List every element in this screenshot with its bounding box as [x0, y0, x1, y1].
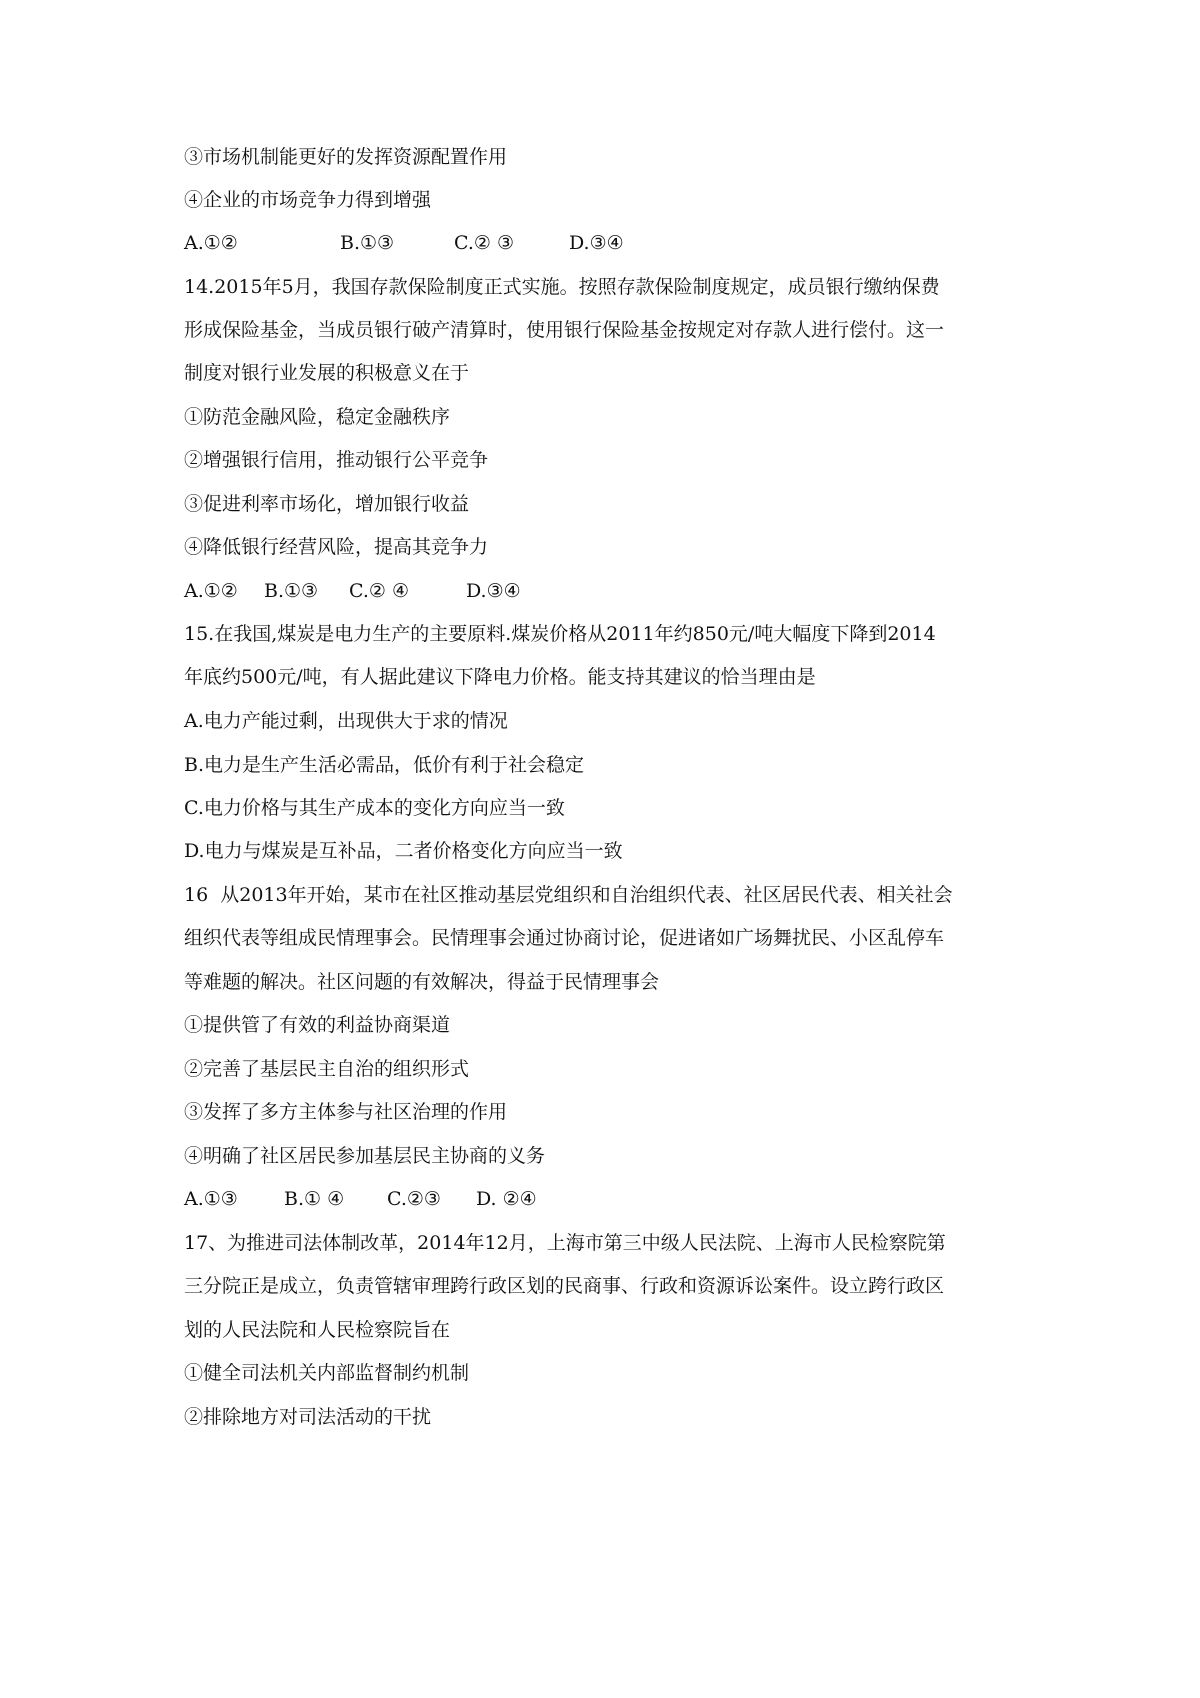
- q14-stem-line-2: 形成保险基金，当成员银行破产清算时，使用银行保险基金按规定对存款人进行偿付。这一: [184, 319, 945, 341]
- q16-item-2: ②完善了基层民主自治的组织形式: [184, 1058, 470, 1080]
- q14-option-a[interactable]: A.①②: [184, 580, 238, 602]
- q17-stem-line-3: 划的人民法院和人民检察院旨在: [184, 1319, 451, 1341]
- q15-choice-c[interactable]: C.电力价格与其生产成本的变化方向应当一致: [184, 797, 565, 819]
- q14-stem-line-3: 制度对银行业发展的积极意义在于: [184, 362, 470, 384]
- q13-option-b[interactable]: B.①③: [340, 232, 395, 254]
- q14-item-4: ④降低银行经营风险，提高其竞争力: [184, 536, 489, 558]
- q14-item-2: ②增强银行信用，推动银行公平竞争: [184, 449, 489, 471]
- q13-item-3: ③市场机制能更好的发挥资源配置作用: [184, 146, 508, 168]
- q14-options: [184, 576, 1044, 606]
- q15-stem-line-1: 15.在我国,煤炭是电力生产的主要原料.煤炭价格从2011年约850元/吨大幅度下降到2014: [184, 623, 936, 645]
- q14-stem-line-1: 14.2015年5月，我国存款保险制度正式实施。按照存款保险制度规定，成员银行缴纳保费: [184, 276, 940, 298]
- q13-option-c[interactable]: C.② ③: [454, 232, 515, 254]
- q16-stem-line-3: 等难题的解决。社区问题的有效解决，得益于民情理事会: [184, 971, 660, 993]
- q14-option-d[interactable]: D.③④: [466, 580, 521, 602]
- q13-option-d[interactable]: D.③④: [569, 232, 624, 254]
- q16-options: [184, 1184, 1044, 1214]
- q17-stem-line-2: 三分院正是成立，负责管辖审理跨行政区划的民商事、行政和资源诉讼案件。设立跨行政区: [184, 1275, 945, 1297]
- q14-item-1: ①防范金融风险，稳定金融秩序: [184, 406, 451, 428]
- q13-options: [184, 228, 1044, 258]
- q16-item-3: ③发挥了多方主体参与社区治理的作用: [184, 1101, 508, 1123]
- q15-stem-line-2: 年底约500元/吨，有人据此建议下降电力价格。能支持其建议的恰当理由是: [184, 666, 816, 688]
- q13-item-4: ④企业的市场竞争力得到增强: [184, 189, 432, 211]
- q16-option-d[interactable]: D. ②④: [476, 1188, 537, 1210]
- q14-option-c[interactable]: C.② ④: [349, 580, 410, 602]
- q14-option-b[interactable]: B.①③: [264, 580, 319, 602]
- q15-choice-d[interactable]: D.电力与煤炭是互补品，二者价格变化方向应当一致: [184, 840, 623, 862]
- q17-item-2: ②排除地方对司法活动的干扰: [184, 1406, 432, 1428]
- q16-stem-line-1: 16 从2013年开始，某市在社区推动基层党组织和自治组织代表、社区居民代表、相关社会: [184, 884, 953, 906]
- q17-stem-line-1: 17、为推进司法体制改革，2014年12月，上海市第三中级人民法院、上海市人民检察院第: [184, 1232, 946, 1254]
- q15-choice-a[interactable]: A.电力产能过剩，出现供大于求的情况: [184, 710, 508, 732]
- q16-option-c[interactable]: C.②③: [387, 1188, 441, 1210]
- q16-option-b[interactable]: B.① ④: [284, 1188, 345, 1210]
- q16-item-1: ①提供管了有效的利益协商渠道: [184, 1014, 451, 1036]
- q16-item-4: ④明确了社区居民参加基层民主协商的义务: [184, 1145, 546, 1167]
- q14-item-3: ③促进利率市场化，增加银行收益: [184, 493, 470, 515]
- q13-option-a[interactable]: A.①②: [184, 232, 238, 254]
- q16-stem-line-2: 组织代表等组成民情理事会。民情理事会通过协商讨论，促进诸如广场舞扰民、小区乱停车: [184, 927, 945, 949]
- q15-choice-b[interactable]: B.电力是生产生活必需品，低价有利于社会稳定: [184, 754, 585, 776]
- q17-item-1: ①健全司法机关内部监督制约机制: [184, 1362, 470, 1384]
- q16-option-a[interactable]: A.①③: [184, 1188, 238, 1210]
